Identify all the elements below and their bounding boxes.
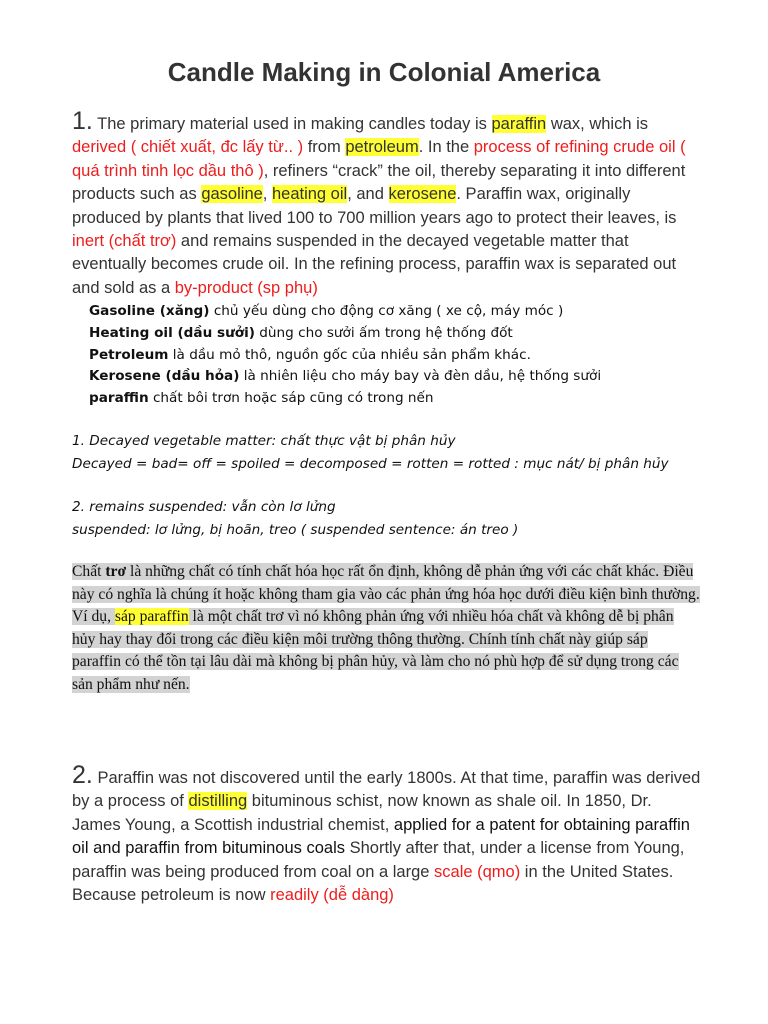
term-label: Gasoline (xăng) xyxy=(89,303,210,319)
annotation-inert: inert (chất trơ) xyxy=(72,232,177,251)
term-description: là nhiên liệu cho máy bay và đèn dầu, hệ thống sưởi xyxy=(239,368,602,385)
annotation-derived: derived ( chiết xuất, đc lấy từ.. ) xyxy=(72,138,304,157)
paragraph-number: 1. xyxy=(72,107,93,135)
patent-phrase: applied for a patent for obtaining paraffin oil and paraffin from bituminous coals xyxy=(72,815,690,858)
paragraph-1 xyxy=(72,107,702,300)
term-label: paraffin xyxy=(89,390,149,407)
highlight-paraffin-wax: sáp paraffin xyxy=(114,608,189,626)
note-line: Decayed = bad= off = spoiled = decomposed = rotten = rotted : mục nát/ bị phân hủy xyxy=(72,456,669,472)
annotation-byproduct: by-product (sp phụ) xyxy=(174,278,318,297)
text-run: . In the xyxy=(418,138,474,157)
annotation-scale: scale (qmo) xyxy=(434,862,521,881)
text-run: from xyxy=(303,138,346,157)
text-run: bituminous schist, now known as shale oil. In 1850, Dr. James Young, a Scottish industrial chemist, xyxy=(72,792,652,834)
term-inert: trơ xyxy=(105,563,127,580)
term-label: Petroleum xyxy=(89,346,169,363)
text-run: The primary material used in making candles today is xyxy=(92,115,492,133)
list-item xyxy=(72,388,712,410)
text-run: Chất xyxy=(72,563,106,580)
highlight-kerosene: kerosene xyxy=(388,185,457,204)
vocab-note-1 xyxy=(72,430,712,476)
term-list xyxy=(72,301,712,410)
paragraph-number: 2. xyxy=(72,761,93,789)
term-description: là dầu mỏ thô, nguồn gốc của nhiều sản phẩm khác. xyxy=(168,346,531,363)
text-run: Paraffin was not discovered until the early 1800s. At that time, paraffin was derived by a process of xyxy=(72,769,701,811)
term-description: dùng cho sưởi ấm trong hệ thống đốt xyxy=(254,324,513,341)
text-run: and remains suspended in the decayed vegetable matter that eventually becomes crude oil. In the refining process, paraffin wax is separated out and sold as a xyxy=(72,232,677,297)
highlight-petroleum: petroleum xyxy=(345,138,419,157)
list-item xyxy=(72,345,712,367)
text-run: in the United States. Because petroleum is now xyxy=(72,862,674,905)
text-run: , refiners “crack” the oil, thereby separating it into different products such as xyxy=(72,161,686,204)
list-item xyxy=(72,301,712,323)
term-label: Kerosene (dầu hỏa) xyxy=(89,368,240,385)
text-run: , xyxy=(262,185,272,204)
highlight-paraffin: paraffin xyxy=(491,115,547,133)
term-description: chất bôi trơn hoặc sáp cũng có trong nến xyxy=(148,390,434,407)
paragraph-2 xyxy=(72,761,702,907)
text-run: , and xyxy=(347,185,389,204)
highlight-gasoline: gasoline xyxy=(201,185,263,204)
term-label: Heating oil (dầu sưởi) xyxy=(89,324,255,341)
text-run: Shortly after that, under a license from Young, paraffin was being produced from coal on a large xyxy=(72,839,685,881)
term-description: chủ yếu dùng cho động cơ xăng ( xe cộ, máy móc ) xyxy=(209,303,564,319)
annotation-readily: readily (dễ dàng) xyxy=(270,886,394,905)
vocab-note-2 xyxy=(72,496,712,542)
list-item xyxy=(72,323,712,345)
text-run: là những chất có tính chất hóa học rất ổn định, không dễ phản ứng với các chất khác. Điều này có nghĩa là chúng ít hoặc không tham gia vào các phản ứng hóa học dưới điều kiện bình thường. Ví dụ, xyxy=(72,563,700,626)
note-line: suspended: lơ lửng, bị hoãn, treo ( suspended sentence: án treo ) xyxy=(72,522,519,538)
text-run: là một chất trơ vì nó không phản ứng với nhiều hóa chất và không dễ bị phân hủy hay thay đổi trong các điều kiện môi trường thông thường. Chính tính chất này giúp sáp paraffin có thể tồn tại lâu dài mà không bị phân hủy, và làm cho nó phù hợp để sử dụng trong các sản phẩm như nến. xyxy=(72,608,679,693)
vietnamese-explanation xyxy=(72,561,700,697)
annotation-refining: process of refining crude oil ( quá trình tinh lọc dầu thô ) xyxy=(72,138,686,180)
note-line: 1. Decayed vegetable matter: chất thực vật bị phân hủy xyxy=(72,433,456,449)
document-title: Candle Making in Colonial America xyxy=(167,57,601,87)
highlight-distilling: distilling xyxy=(188,792,248,811)
text-run: wax, which is xyxy=(546,115,649,133)
text-run: . Paraffin wax, originally produced by plants that lived 100 to 700 million years ago to protect their leaves, is xyxy=(72,185,677,227)
highlight-heating-oil: heating oil xyxy=(271,185,348,204)
note-line: 2. remains suspended: vẫn còn lơ lửng xyxy=(72,499,336,515)
list-item xyxy=(72,366,712,388)
